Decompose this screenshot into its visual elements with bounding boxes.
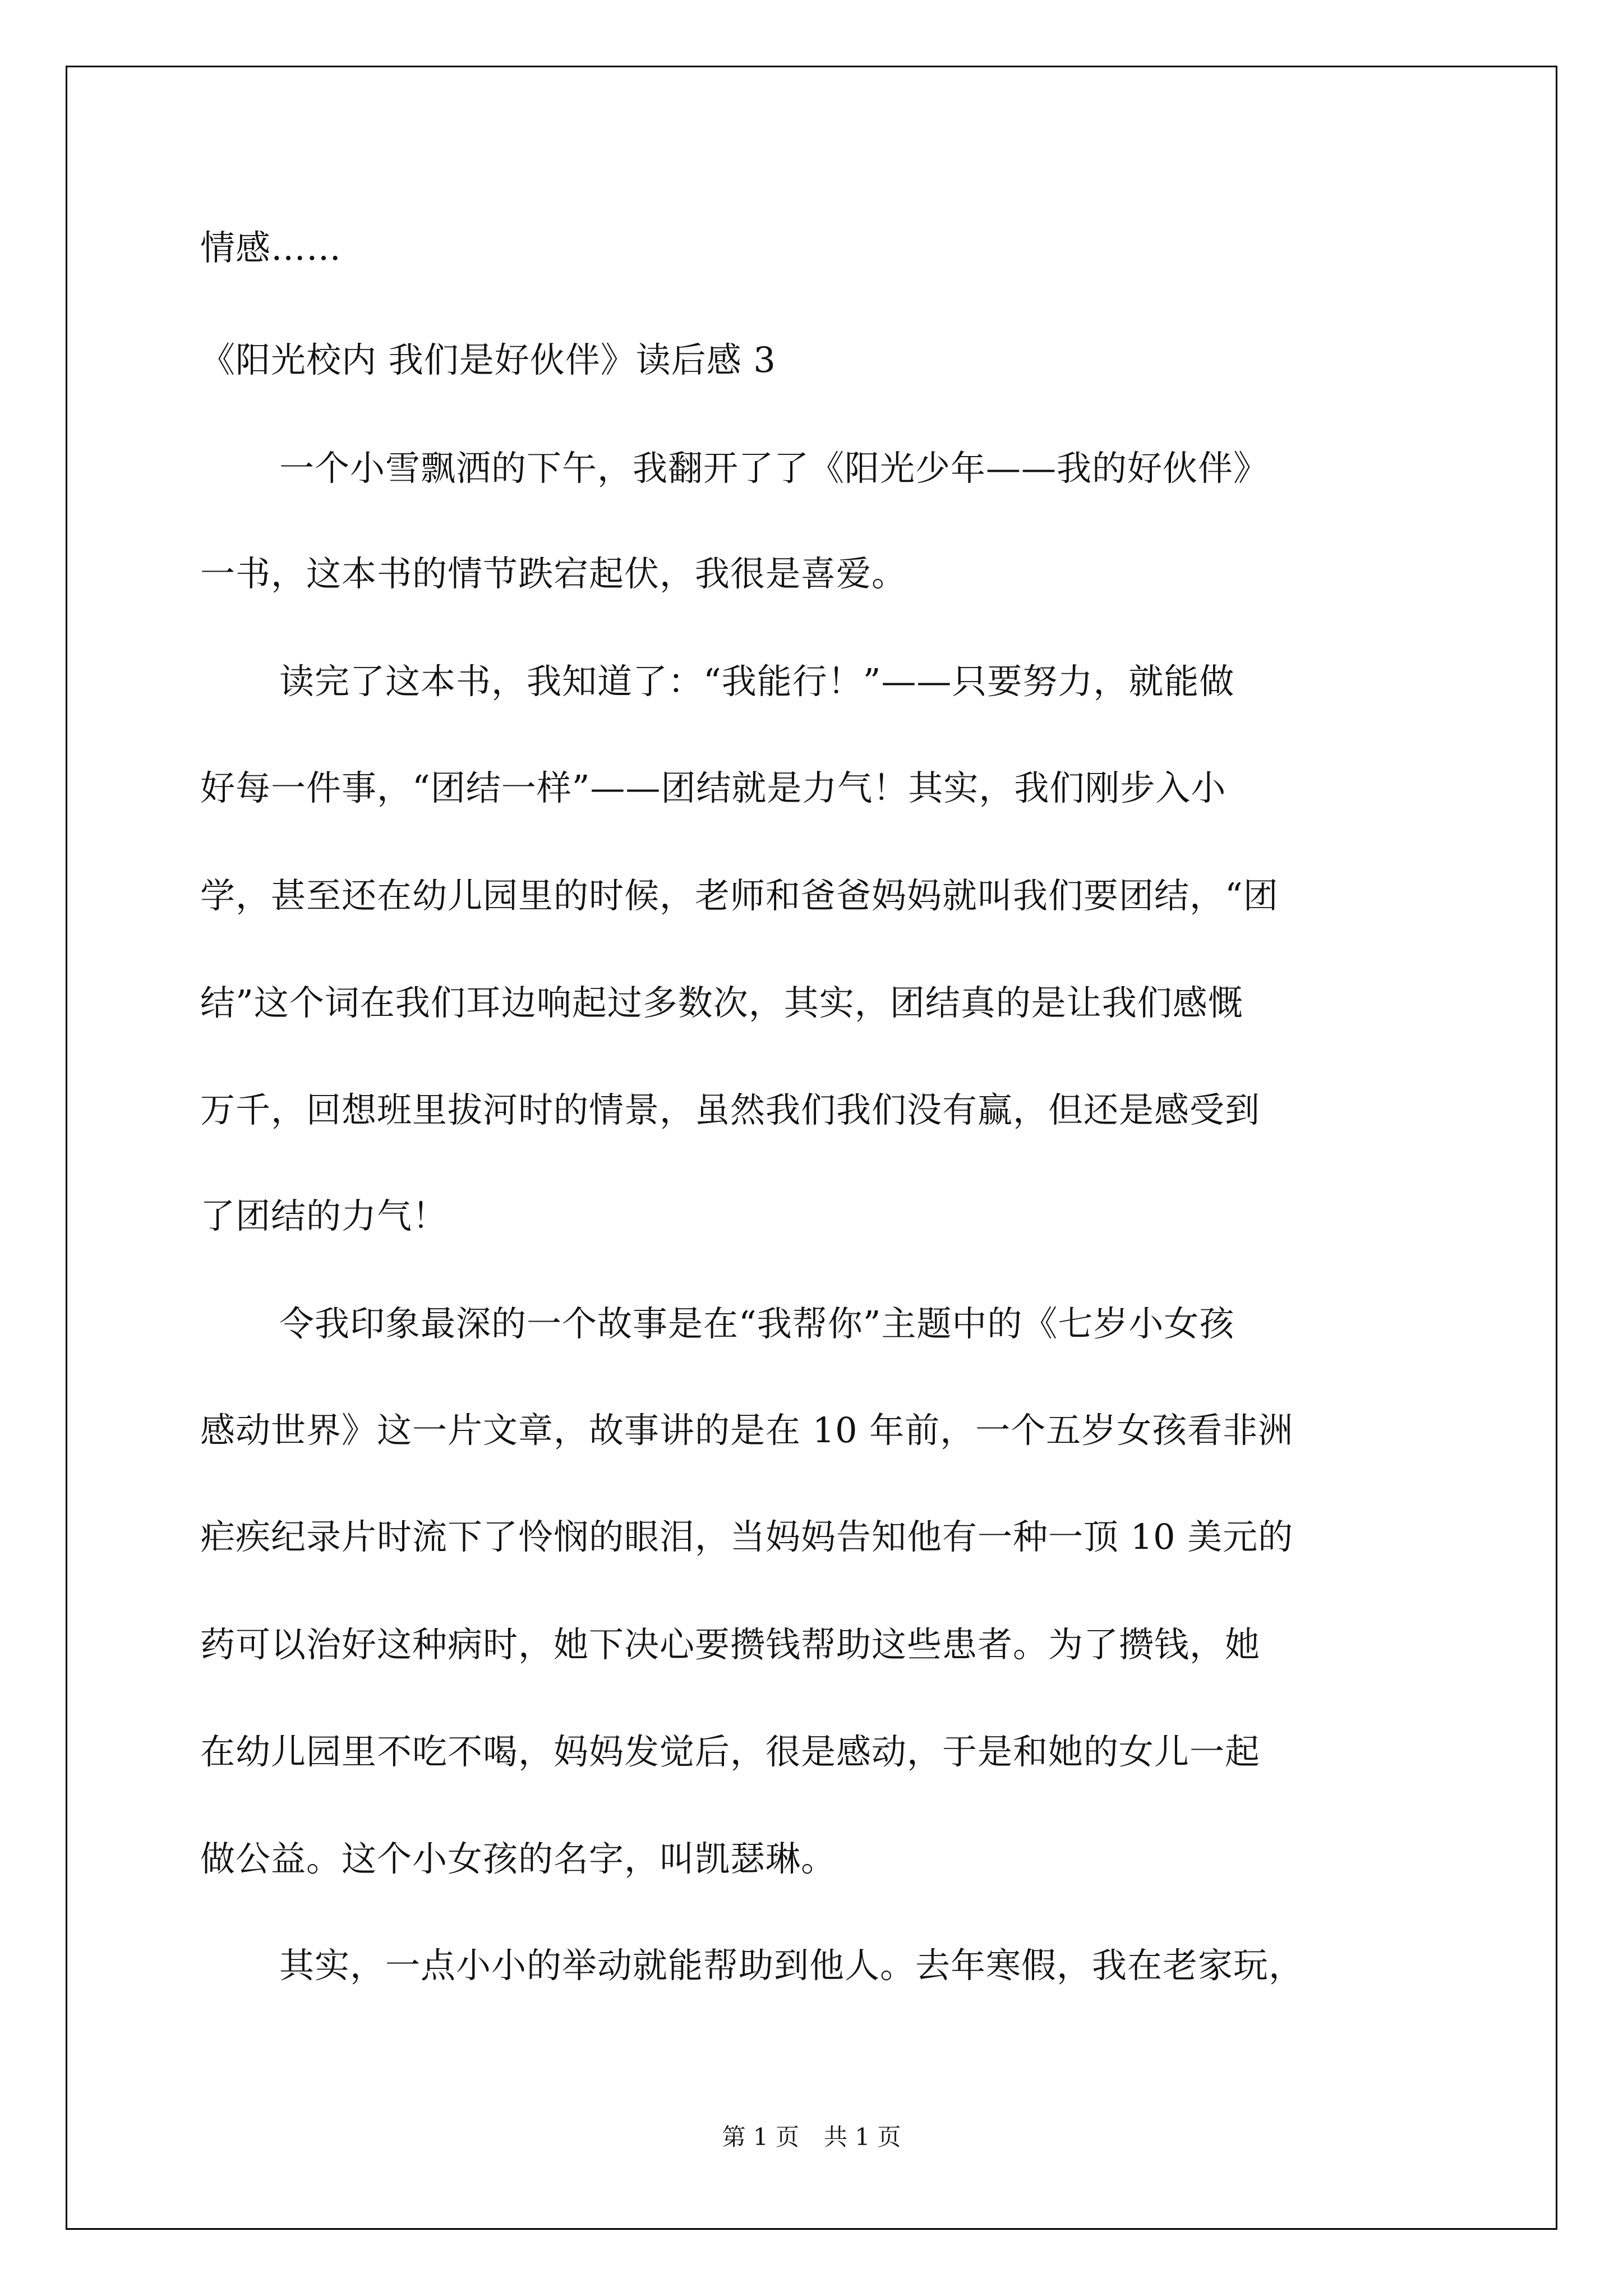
text-line: 万千，回想班里拔河时的情景，虽然我们我们没有赢，但还是感受到 xyxy=(200,1089,1261,1130)
text-line: 感动世界》这一片文章，故事讲的是在 10 年前，一个五岁女孩看非洲 xyxy=(200,1410,1294,1451)
page-number: 第 1 页 xyxy=(722,2123,799,2151)
text-line: 情感…… xyxy=(200,227,342,268)
section-title: 《阳光校内 我们是好伙伴》读后感 3 xyxy=(200,339,776,380)
page-total: 共 1 页 xyxy=(824,2123,901,2151)
page-footer xyxy=(0,2122,1623,2153)
text-line: 了团结的力气！ xyxy=(200,1195,448,1236)
text-line: 做公益。这个小女孩的名字，叫凯瑟琳。 xyxy=(200,1838,837,1879)
text-line: 结”这个词在我们耳边响起过多数次，其实，团结真的是让我们感慨 xyxy=(200,982,1243,1023)
text-line: 药可以治好这种病时，她下决心要攒钱帮助这些患者。为了攒钱，她 xyxy=(200,1624,1261,1665)
text-line: 令我印象最深的一个故事是在“我帮你”主题中的《七岁小女孩 xyxy=(279,1303,1235,1344)
text-line: 好每一件事，“团结一样”——团结就是力气！其实，我们刚步入小 xyxy=(200,767,1227,808)
text-line: 读完了这本书，我知道了：“我能行！”——只要努力，就能做 xyxy=(279,661,1235,702)
text-line: 在幼儿园里不吃不喝，妈妈发觉后，很是感动，于是和她的女儿一起 xyxy=(200,1731,1261,1772)
text-line: 其实，一点小小的举动就能帮助到他人。去年寒假，我在老家玩， xyxy=(279,1945,1304,1986)
text-line: 疟疾纪录片时流下了怜悯的眼泪，当妈妈告知他有一种一顶 10 美元的 xyxy=(200,1516,1294,1557)
text-line: 一个小雪飘洒的下午，我翻开了了《阳光少年——我的好伙伴》 xyxy=(279,448,1269,489)
text-line: 学，甚至还在幼儿园里的时候，老师和爸爸妈妈就叫我们要团结，“团 xyxy=(200,875,1279,916)
page-border xyxy=(66,66,1557,2230)
text-line: 一书，这本书的情节跌宕起伏，我很是喜爱。 xyxy=(200,553,907,594)
